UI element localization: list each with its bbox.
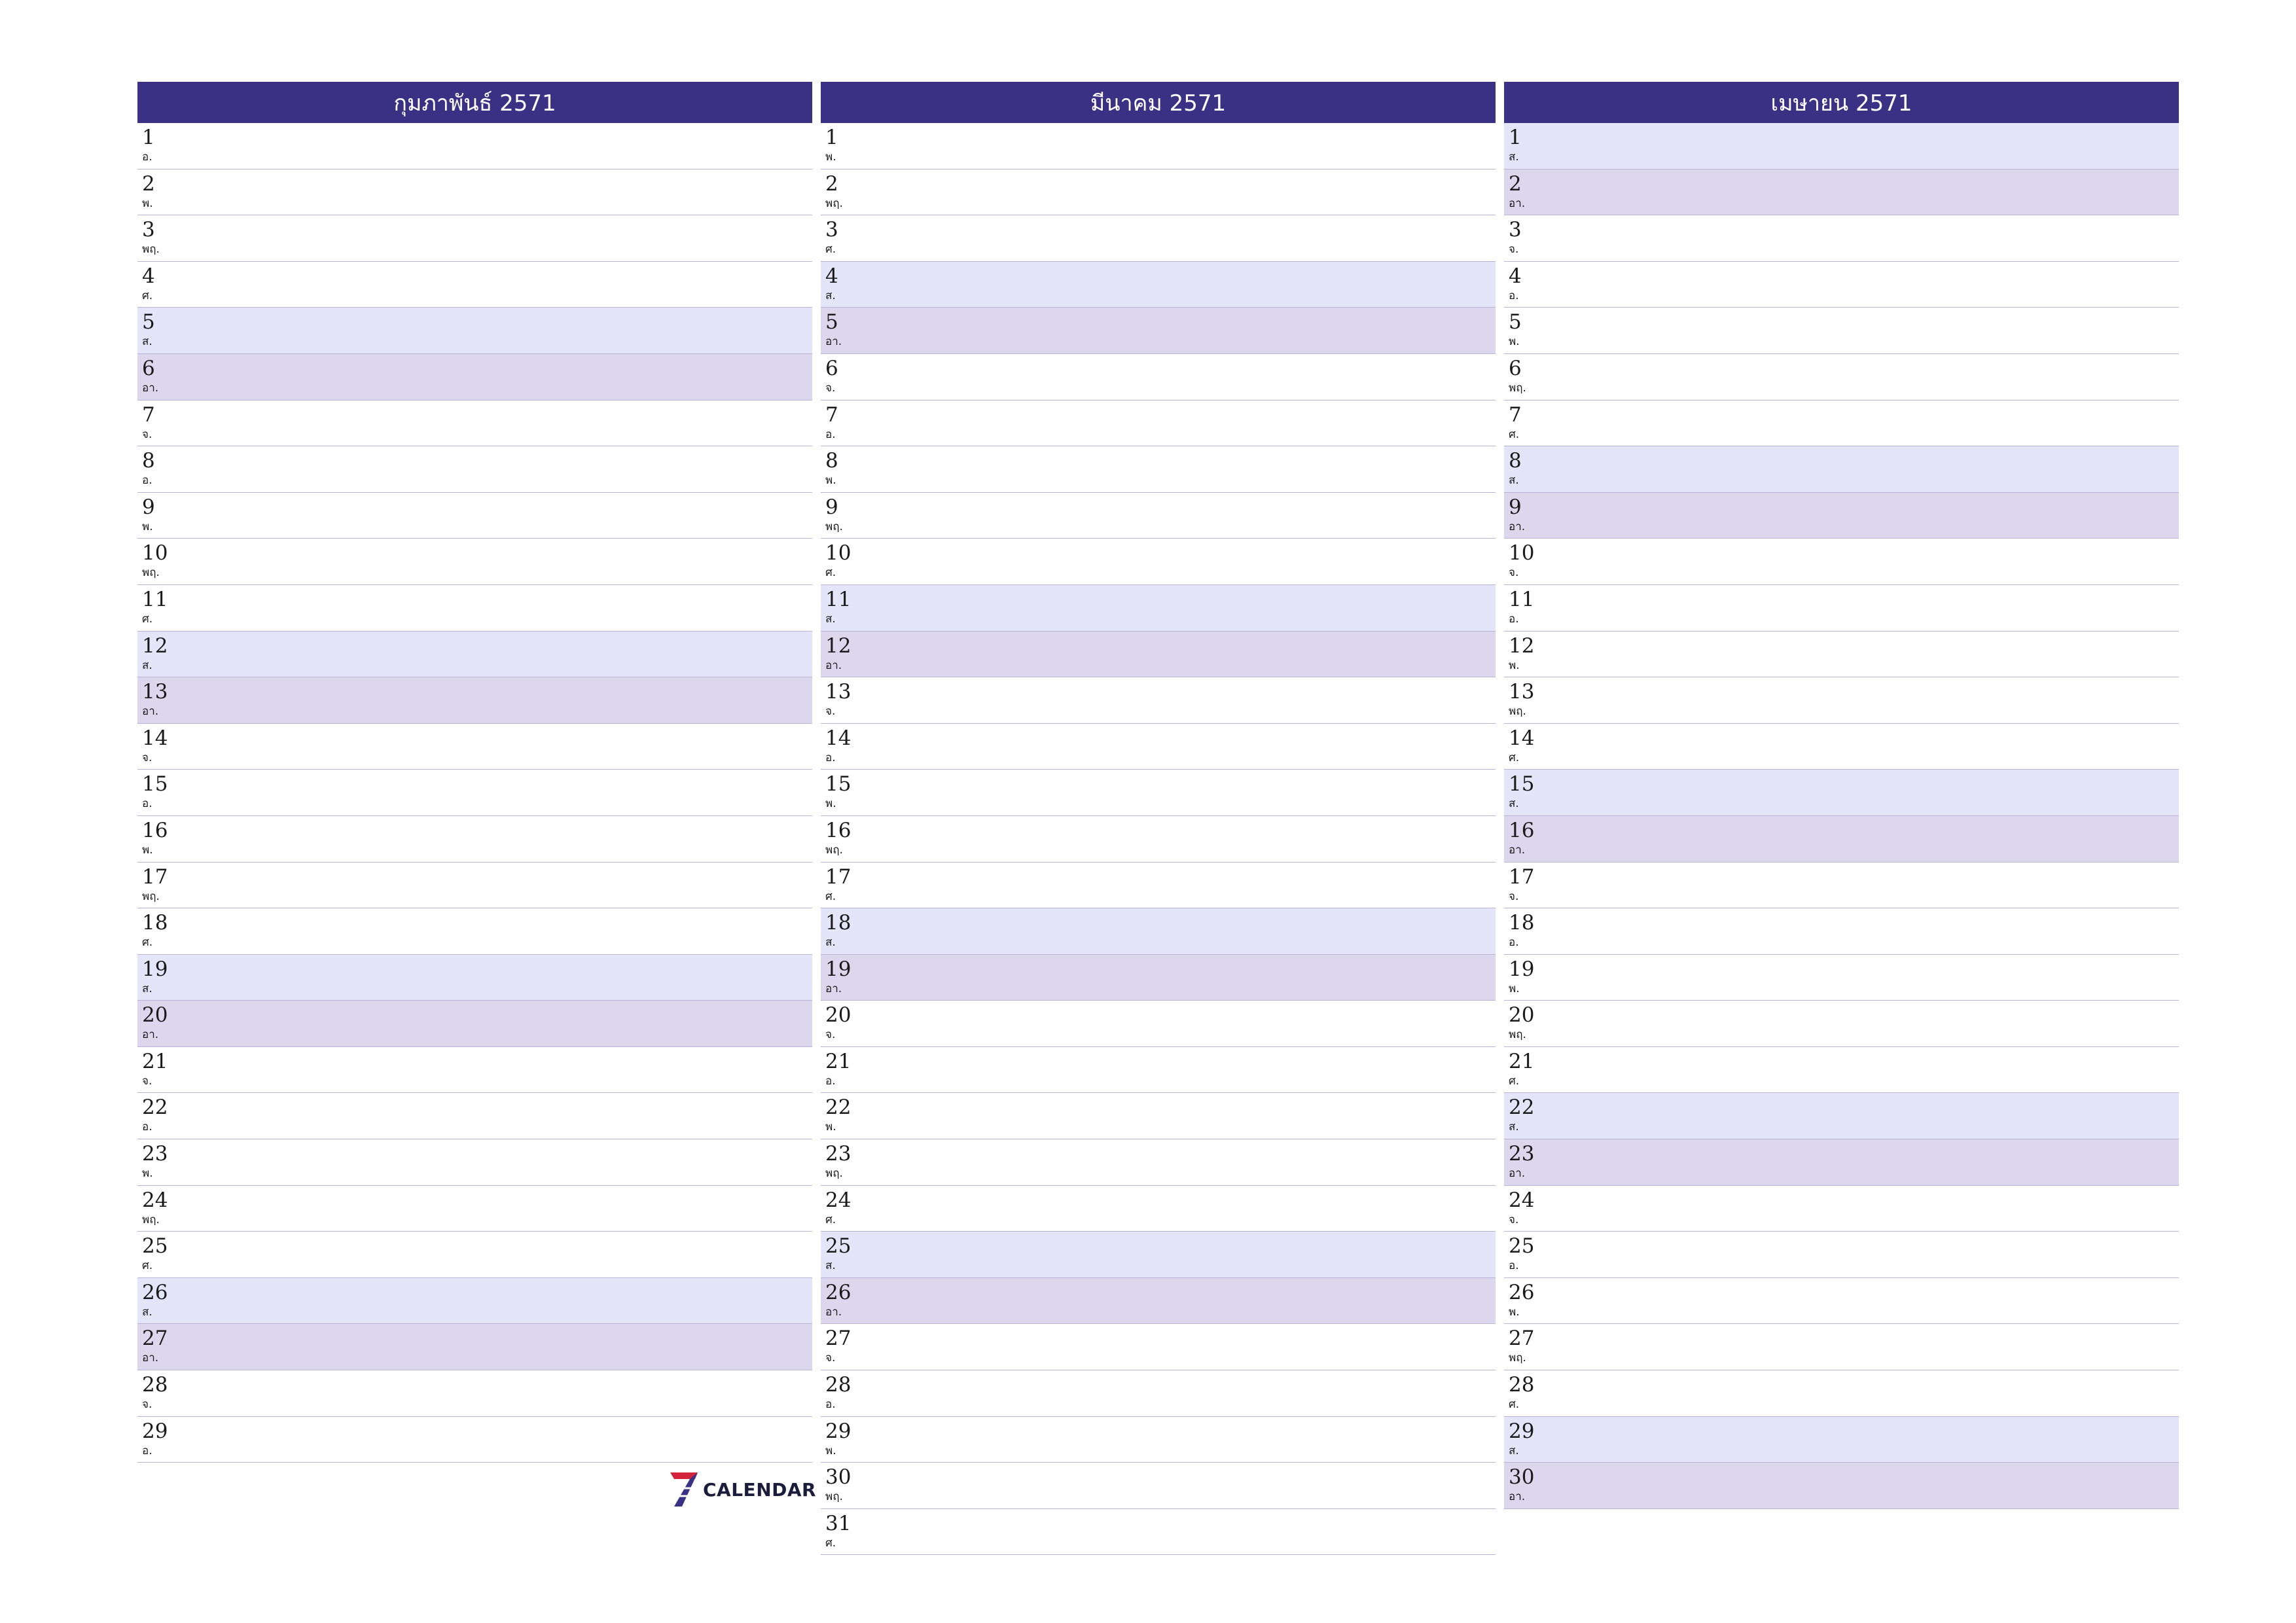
- day-number: 29: [1509, 1419, 1535, 1443]
- day-number: 24: [825, 1188, 852, 1212]
- day-row: [137, 169, 812, 216]
- day-row: [821, 585, 1496, 632]
- day-row: [1504, 215, 2179, 262]
- day-row: [1504, 632, 2179, 678]
- day-number: 2: [825, 171, 838, 196]
- day-number: 22: [825, 1096, 852, 1120]
- day-row: [1504, 908, 2179, 955]
- day-row: [137, 1278, 812, 1325]
- weekday-label: ศ.: [1509, 1074, 1520, 1088]
- day-row: [137, 770, 812, 816]
- month-column-february: [137, 82, 812, 1463]
- weekday-label: ส.: [1509, 1444, 1519, 1457]
- day-row: [821, 354, 1496, 401]
- day-number: 11: [825, 587, 852, 611]
- day-row: [1504, 1186, 2179, 1232]
- day-row: [821, 539, 1496, 585]
- weekday-label: พ.: [825, 1120, 836, 1134]
- weekday-label: ศ.: [142, 289, 153, 302]
- weekday-label: จ.: [825, 705, 836, 719]
- day-number: 28: [1509, 1373, 1535, 1397]
- weekday-label: จ.: [142, 427, 152, 441]
- weekday-label: ศ.: [825, 243, 836, 257]
- day-row: [1504, 1324, 2179, 1370]
- day-row: [1504, 1139, 2179, 1186]
- day-row: [1504, 1463, 2179, 1509]
- weekday-label: ส.: [825, 289, 836, 302]
- day-row: [137, 1093, 812, 1139]
- day-row: [1504, 1370, 2179, 1417]
- weekday-label: ศ.: [825, 1536, 836, 1550]
- day-number: 19: [825, 957, 852, 981]
- day-number: 1: [1509, 126, 1522, 149]
- day-number: 27: [142, 1327, 168, 1351]
- day-row: [821, 1232, 1496, 1278]
- month-title: เมษายน 2571: [1504, 82, 2179, 123]
- day-number: 29: [142, 1419, 168, 1443]
- day-number: 20: [142, 1003, 168, 1027]
- day-row: [137, 1417, 812, 1463]
- day-number: 10: [1509, 541, 1535, 565]
- day-number: 24: [142, 1188, 168, 1212]
- weekday-label: อา.: [142, 1351, 159, 1365]
- day-row: [821, 955, 1496, 1001]
- day-row: [137, 1139, 812, 1186]
- weekday-label: พฤ.: [142, 243, 160, 257]
- day-number: 21: [142, 1049, 168, 1073]
- day-row: [137, 816, 812, 863]
- day-number: 19: [142, 957, 168, 981]
- day-number: 24: [1509, 1188, 1535, 1212]
- day-row: [137, 539, 812, 585]
- day-number: 26: [142, 1280, 168, 1304]
- day-number: 25: [1509, 1234, 1535, 1258]
- day-number: 23: [825, 1142, 852, 1166]
- day-number: 7: [142, 402, 155, 427]
- weekday-label: ศ.: [142, 1259, 153, 1273]
- day-row: [1504, 724, 2179, 770]
- day-number: 20: [1509, 1003, 1535, 1027]
- day-number: 1: [825, 126, 838, 149]
- weekday-label: ส.: [1509, 1120, 1519, 1134]
- day-row: [821, 816, 1496, 863]
- weekday-label: พ.: [142, 1167, 153, 1181]
- weekday-label: ส.: [142, 658, 152, 672]
- weekday-label: ส.: [825, 936, 836, 950]
- day-number: 3: [825, 218, 838, 242]
- day-number: 9: [142, 495, 155, 519]
- weekday-label: ส.: [142, 982, 152, 995]
- day-number: 19: [1509, 957, 1535, 981]
- logo-text: CALENDAR: [703, 1478, 817, 1501]
- day-row: [1504, 308, 2179, 354]
- day-number: 6: [825, 356, 838, 380]
- weekday-label: อ.: [825, 751, 836, 764]
- day-number: 12: [825, 633, 852, 658]
- weekday-label: อ.: [1509, 612, 1519, 626]
- weekday-label: อา.: [825, 658, 842, 672]
- day-row: [137, 354, 812, 401]
- day-row: [1504, 262, 2179, 308]
- day-number: 16: [825, 818, 852, 842]
- weekday-label: ศ.: [142, 936, 153, 950]
- weekday-label: อ.: [1509, 289, 1519, 302]
- day-number: 17: [1509, 865, 1535, 889]
- day-number: 14: [1509, 726, 1535, 750]
- day-number: 9: [1509, 495, 1522, 519]
- day-number: 25: [825, 1234, 852, 1258]
- day-row: [1504, 863, 2179, 909]
- weekday-label: อา.: [825, 982, 842, 995]
- day-row: [1504, 1417, 2179, 1463]
- weekday-label: จ.: [825, 1028, 836, 1042]
- day-row: [1504, 816, 2179, 863]
- day-row: [137, 908, 812, 955]
- day-row: [821, 215, 1496, 262]
- weekday-label: จ.: [1509, 889, 1519, 903]
- day-number: 3: [142, 218, 155, 242]
- weekday-label: ศ.: [825, 1213, 836, 1226]
- weekday-label: พฤ.: [825, 843, 843, 857]
- day-row: [1504, 169, 2179, 216]
- day-row: [137, 724, 812, 770]
- weekday-label: อา.: [142, 705, 159, 719]
- day-row: [821, 1139, 1496, 1186]
- weekday-label: อ.: [142, 474, 152, 488]
- weekday-label: ส.: [142, 335, 152, 349]
- weekday-label: อ.: [142, 797, 152, 811]
- weekday-label: อ.: [825, 1074, 836, 1088]
- day-row: [137, 401, 812, 447]
- day-row: [1504, 955, 2179, 1001]
- day-row: [137, 632, 812, 678]
- seven-logo-icon: [669, 1471, 699, 1508]
- day-row: [821, 863, 1496, 909]
- weekday-label: ส.: [1509, 797, 1519, 811]
- day-row: [821, 1047, 1496, 1094]
- weekday-label: พ.: [142, 520, 153, 533]
- day-number: 21: [825, 1049, 852, 1073]
- weekday-label: อ.: [825, 1398, 836, 1412]
- weekday-label: ส.: [142, 1305, 152, 1319]
- weekday-label: พ.: [1509, 982, 1520, 995]
- day-number: 8: [825, 449, 838, 473]
- weekday-label: ศ.: [825, 889, 836, 903]
- day-row: [821, 632, 1496, 678]
- weekday-label: ศ.: [1509, 751, 1520, 764]
- day-number: 6: [1509, 356, 1522, 380]
- day-number: 23: [142, 1142, 168, 1166]
- month-title: กุมภาพันธ์ 2571: [137, 82, 812, 123]
- day-number: 5: [1509, 310, 1522, 334]
- day-row: [821, 1509, 1496, 1556]
- day-row: [1504, 585, 2179, 632]
- weekday-label: พฤ.: [825, 1490, 843, 1504]
- day-row: [137, 863, 812, 909]
- day-row: [137, 493, 812, 539]
- day-number: 28: [825, 1373, 852, 1397]
- day-number: 20: [825, 1003, 852, 1027]
- weekday-label: พ.: [1509, 1305, 1520, 1319]
- weekday-label: พฤ.: [1509, 1028, 1526, 1042]
- day-row: [1504, 1001, 2179, 1047]
- day-number: 14: [825, 726, 852, 750]
- weekday-label: อา.: [825, 335, 842, 349]
- weekday-label: พ.: [1509, 335, 1520, 349]
- day-number: 26: [825, 1280, 852, 1304]
- day-number: 6: [142, 356, 155, 380]
- day-number: 18: [142, 911, 168, 935]
- day-row: [1504, 539, 2179, 585]
- day-row: [821, 1370, 1496, 1417]
- day-number: 10: [825, 541, 852, 565]
- weekday-label: จ.: [1509, 566, 1519, 580]
- day-row: [137, 1370, 812, 1417]
- day-list: [821, 123, 1496, 1555]
- day-row: [1504, 677, 2179, 724]
- weekday-label: ส.: [825, 612, 836, 626]
- weekday-label: พ.: [825, 474, 836, 488]
- weekday-label: ศ.: [1509, 1398, 1520, 1412]
- weekday-label: พฤ.: [1509, 705, 1526, 719]
- day-row: [137, 955, 812, 1001]
- day-row: [821, 401, 1496, 447]
- weekday-label: ส.: [825, 1259, 836, 1273]
- day-number: 15: [1509, 772, 1535, 796]
- weekday-label: จ.: [1509, 1213, 1519, 1226]
- day-number: 13: [825, 680, 852, 704]
- day-number: 3: [1509, 218, 1522, 242]
- day-row: [821, 1186, 1496, 1232]
- day-number: 9: [825, 495, 838, 519]
- weekday-label: จ.: [825, 1351, 836, 1365]
- weekday-label: พ.: [825, 797, 836, 811]
- day-number: 15: [825, 772, 852, 796]
- weekday-label: อา.: [1509, 196, 1526, 210]
- day-row: [1504, 770, 2179, 816]
- day-row: [137, 1186, 812, 1232]
- day-row: [821, 1417, 1496, 1463]
- weekday-label: จ.: [1509, 243, 1519, 257]
- day-number: 11: [1509, 587, 1535, 611]
- day-number: 27: [825, 1327, 852, 1351]
- day-list: [1504, 123, 2179, 1509]
- day-number: 12: [142, 633, 168, 658]
- weekday-label: อา.: [142, 381, 159, 395]
- day-number: 22: [142, 1096, 168, 1120]
- day-number: 7: [1509, 402, 1522, 427]
- day-list: [137, 123, 812, 1463]
- day-number: 15: [142, 772, 168, 796]
- weekday-label: ส.: [1509, 151, 1519, 164]
- day-number: 16: [142, 818, 168, 842]
- day-row: [137, 1001, 812, 1047]
- day-row: [821, 1463, 1496, 1509]
- day-row: [821, 1324, 1496, 1370]
- weekday-label: อา.: [1509, 1167, 1526, 1181]
- day-row: [821, 123, 1496, 169]
- day-row: [821, 908, 1496, 955]
- day-row: [821, 493, 1496, 539]
- day-row: [137, 123, 812, 169]
- day-number: 2: [142, 171, 155, 196]
- weekday-label: ศ.: [1509, 427, 1520, 441]
- day-number: 13: [142, 680, 168, 704]
- weekday-label: พ.: [1509, 658, 1520, 672]
- brand-logo: [669, 1471, 816, 1508]
- day-number: 30: [1509, 1465, 1535, 1489]
- day-number: 11: [142, 587, 168, 611]
- day-number: 18: [825, 911, 852, 935]
- weekday-label: อา.: [1509, 843, 1526, 857]
- day-number: 31: [825, 1511, 852, 1535]
- weekday-label: ศ.: [142, 612, 153, 626]
- day-row: [821, 308, 1496, 354]
- weekday-label: อ.: [1509, 936, 1519, 950]
- day-row: [821, 770, 1496, 816]
- weekday-label: อ.: [142, 1120, 152, 1134]
- weekday-label: อา.: [825, 1305, 842, 1319]
- day-number: 4: [825, 264, 838, 288]
- weekday-label: อา.: [1509, 1490, 1526, 1504]
- day-row: [137, 1047, 812, 1094]
- day-number: 27: [1509, 1327, 1535, 1351]
- weekday-label: จ.: [142, 751, 152, 764]
- day-number: 5: [825, 310, 838, 334]
- day-number: 5: [142, 310, 155, 334]
- weekday-label: พฤ.: [1509, 1351, 1526, 1365]
- day-number: 13: [1509, 680, 1535, 704]
- day-number: 4: [1509, 264, 1522, 288]
- day-row: [1504, 354, 2179, 401]
- day-number: 28: [142, 1373, 168, 1397]
- day-number: 1: [142, 126, 155, 149]
- day-number: 7: [825, 402, 838, 427]
- day-number: 29: [825, 1419, 852, 1443]
- day-row: [821, 677, 1496, 724]
- weekday-label: พ.: [825, 1444, 836, 1457]
- day-row: [137, 1324, 812, 1370]
- day-row: [1504, 446, 2179, 493]
- weekday-label: ส.: [1509, 474, 1519, 488]
- day-row: [821, 169, 1496, 216]
- day-number: 8: [1509, 449, 1522, 473]
- weekday-label: จ.: [825, 381, 836, 395]
- day-row: [137, 262, 812, 308]
- weekday-label: ศ.: [825, 566, 836, 580]
- day-row: [821, 1001, 1496, 1047]
- day-number: 4: [142, 264, 155, 288]
- day-row: [137, 446, 812, 493]
- day-row: [137, 308, 812, 354]
- day-number: 25: [142, 1234, 168, 1258]
- day-row: [821, 262, 1496, 308]
- month-column-march: [821, 82, 1496, 1555]
- day-number: 2: [1509, 171, 1522, 196]
- day-number: 12: [1509, 633, 1535, 658]
- weekday-label: พฤ.: [142, 566, 160, 580]
- weekday-label: อ.: [1509, 1259, 1519, 1273]
- weekday-label: พ.: [825, 151, 836, 164]
- day-number: 21: [1509, 1049, 1535, 1073]
- day-number: 17: [142, 865, 168, 889]
- day-number: 17: [825, 865, 852, 889]
- weekday-label: พฤ.: [1509, 381, 1526, 395]
- day-number: 10: [142, 541, 168, 565]
- month-title: มีนาคม 2571: [821, 82, 1496, 123]
- day-number: 18: [1509, 911, 1535, 935]
- day-number: 8: [142, 449, 155, 473]
- day-row: [137, 677, 812, 724]
- weekday-label: พฤ.: [825, 520, 843, 533]
- month-column-april: [1504, 82, 2179, 1509]
- day-row: [137, 1232, 812, 1278]
- weekday-label: อ.: [825, 427, 836, 441]
- weekday-label: อ.: [142, 151, 152, 164]
- weekday-label: พฤ.: [142, 1213, 160, 1226]
- day-row: [821, 1278, 1496, 1325]
- weekday-label: อา.: [142, 1028, 159, 1042]
- day-number: 30: [825, 1465, 852, 1489]
- day-number: 14: [142, 726, 168, 750]
- day-row: [137, 215, 812, 262]
- day-row: [1504, 1047, 2179, 1094]
- day-row: [1504, 1232, 2179, 1278]
- weekday-label: อ.: [142, 1444, 152, 1457]
- day-number: 16: [1509, 818, 1535, 842]
- day-row: [1504, 493, 2179, 539]
- weekday-label: จ.: [142, 1074, 152, 1088]
- day-number: 23: [1509, 1142, 1535, 1166]
- day-row: [1504, 1093, 2179, 1139]
- day-row: [137, 585, 812, 632]
- weekday-label: พ.: [142, 196, 153, 210]
- day-number: 26: [1509, 1280, 1535, 1304]
- weekday-label: พฤ.: [825, 196, 843, 210]
- day-row: [1504, 1278, 2179, 1325]
- day-row: [1504, 401, 2179, 447]
- day-number: 22: [1509, 1096, 1535, 1120]
- weekday-label: พฤ.: [142, 889, 160, 903]
- weekday-label: พ.: [142, 843, 153, 857]
- day-row: [821, 724, 1496, 770]
- weekday-label: จ.: [142, 1398, 152, 1412]
- day-row: [821, 1093, 1496, 1139]
- weekday-label: อา.: [1509, 520, 1526, 533]
- weekday-label: พฤ.: [825, 1167, 843, 1181]
- day-row: [1504, 123, 2179, 169]
- day-row: [821, 446, 1496, 493]
